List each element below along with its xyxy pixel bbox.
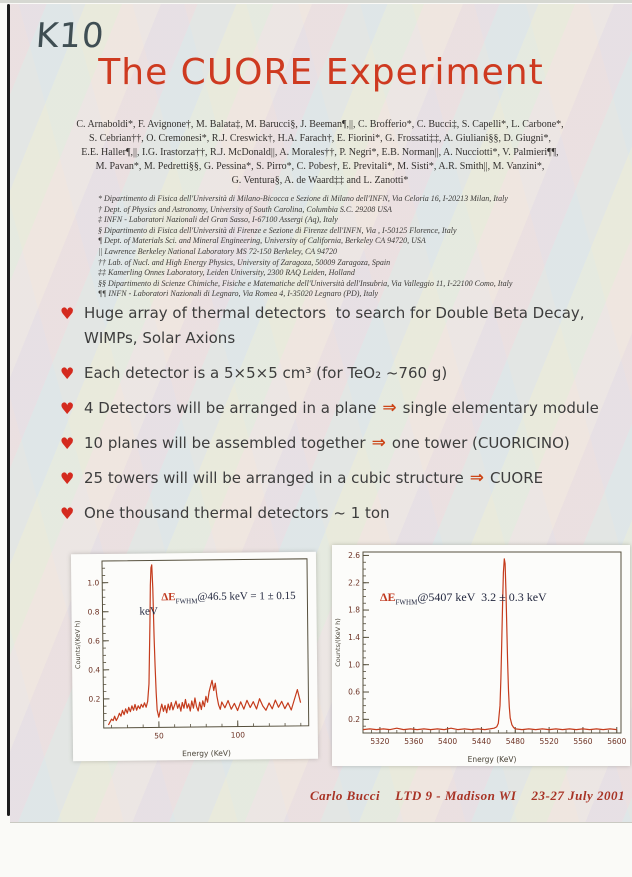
svg-text:0.4: 0.4 [88,665,101,675]
bullet-text: 25 towers will will be arranged in a cubic structure [84,469,464,487]
heart-bullet-icon: ♥ [60,399,75,418]
affiliation-line: ¶ Dept. of Materials Sci. and Mineral Engineering, University of California, Berkeley CA 94720, USA [98,236,426,246]
author-line: E.E. Haller¶,||, I.G. Irastorza††, R.J. McDonald||, A. Morales††, P. Negri*, E.B. Norman||, A. Nucciotti*, V. Palmieri¶¶, [81,147,559,158]
bullet-item [60,396,620,421]
heart-bullet-icon: ♥ [60,364,75,383]
heart-bullet-icon: ♥ [60,504,75,523]
annotation-value: @5407 keV 3.2 ± 0.3 keV [417,590,547,604]
scan-top-strip [0,0,632,3]
author-line: G. Ventura§, A. de Waard‡‡ and L. Zanotti* [231,175,409,186]
svg-text:5400: 5400 [438,737,458,746]
svg-text:1.4: 1.4 [348,632,360,642]
fwhm-subscript: FWHM [175,597,198,606]
svg-text:5600: 5600 [607,737,627,746]
affiliation-line: †† Lab. of Nucl. and High Energy Physics, University of Zaragoza, 50009 Zaragoza, Spain [98,257,391,267]
author-list [20,118,620,188]
slide-code: K10 [34,16,106,56]
affiliation-line: § Dipartimento di Fisica dell'Università di Firenze e Sezione di Firenze dell'INFN, Via , I-50125 Florence, Italy [98,225,457,235]
slide-background [10,4,632,823]
bullet-result: CUORE [489,469,544,487]
svg-text:2.2: 2.2 [348,578,360,588]
alpha-peak-spectrum-chart [332,545,630,766]
affiliation-line: || Lawrence Berkeley National Laboratory MS 72-150 Berkeley, CA 94720 [98,246,338,256]
fwhm-annotation [139,578,317,630]
implies-arrow-icon: ⇒ [382,398,397,418]
svg-text:0.6: 0.6 [348,687,360,697]
affiliation-list [98,194,618,300]
bullet-list [60,301,620,536]
bullet-item [60,301,620,351]
heart-bullet-icon: ♥ [60,434,75,453]
bullet-item [60,466,620,491]
svg-text:50: 50 [154,731,164,741]
author-line: S. Cebrian††, O. Cremonesi*, R.J. Creswick†, H.A. Farach†, E. Fiorini*, G. Frossati‡‡, A. Giuliani§§, D. Giugni*, [89,133,551,144]
implies-arrow-icon: ⇒ [371,433,386,453]
affiliation-line: † Dept. of Physics and Astronomy, University of South Carolina, Columbia S.C. 29208 USA [98,204,392,214]
footer-date: 23-27 July 2001 [531,788,625,803]
affiliation-line: ¶¶ INFN - Laboratori Nazionali di Legnaro, Via Romea 4, I-35020 Legnaro (PD), Italy [98,289,379,299]
bullet-text: 4 Detectors will be arranged in a plane [84,399,377,417]
heart-bullet-icon: ♥ [60,469,75,488]
svg-text:1.0: 1.0 [87,578,100,588]
heart-bullet-icon: ♥ [60,304,75,323]
author-line: M. Pavan*, M. Pedretti§§, G. Pessina*, S. Pirro*, C. Pobes†, E. Previtali*, M. Sisti*, A.R. Smith||, M. Vanzini*, [95,161,545,172]
svg-text:5480: 5480 [505,737,525,746]
delta-e-label: ΔE [380,590,396,604]
bullet-text: 10 planes will be assembled together [84,434,366,452]
fwhm-subscript: FWHM [395,598,418,607]
svg-text:100: 100 [230,730,246,740]
fwhm-annotation [356,575,547,621]
affiliation-line: ‡ INFN - Laboratori Nazionali del Gran Sasso, I-67100 Assergi (Aq), Italy [98,215,338,225]
slide-footer [310,788,625,804]
svg-text:0.8: 0.8 [87,607,100,617]
svg-text:5360: 5360 [404,737,424,746]
svg-text:2.6: 2.6 [348,551,360,561]
svg-text:1.0: 1.0 [348,660,360,670]
svg-text:5320: 5320 [370,737,390,746]
svg-text:Counts/(KeV h): Counts/(KeV h) [73,620,83,670]
bullet-item [60,361,620,386]
footer-author: Carlo Bucci [310,788,381,803]
svg-text:Counts/(KeV h): Counts/(KeV h) [334,618,342,667]
svg-text:5520: 5520 [539,737,559,746]
svg-text:0.2: 0.2 [88,694,101,704]
svg-text:0.2: 0.2 [348,714,360,724]
svg-text:Energy (KeV): Energy (KeV) [182,748,231,759]
author-line: C. Arnaboldi*, F. Avignone†, M. Balata‡, M. Barucci§, J. Beeman¶,||, C. Brofferio*, C. Bucci‡, S. Capelli*, L. Carbone*, [76,119,564,130]
page-title: The CUORE Experiment [98,52,544,93]
svg-text:5440: 5440 [471,737,491,746]
svg-text:Energy (KeV): Energy (KeV) [467,755,517,764]
affiliation-line: ‡‡ Kamerling Onnes Laboratory, Leiden University, 2300 RAQ Leiden, Holland [98,268,355,278]
affiliation-line: * Dipartimento di Fisica dell'Università di Milano-Bicocca e Sezione di Milano dell'INFN, Via Celoria 16, I-20213 Milan, Italy [98,194,508,203]
footer-conference: LTD 9 - Madison WI [395,788,517,803]
affiliation-line: §§ Dipartimento di Scienze Chimiche, Fisiche e Matematiche dell'Università dell'Insubria, Via Valleggio 11, I-22100 Como, Italy [98,278,513,288]
bullet-result: one tower (CUORICINO) [391,434,570,452]
scan-edge-line [7,4,10,816]
bullet-text: Huge array of thermal detectors to search for Double Beta Decay, WIMPs, Solar Axions [84,304,590,347]
bullet-text: One thousand thermal detectors ~ 1 ton [84,504,390,522]
bullet-text: Each detector is a 5×5×5 cm³ (for TeO₂ ~760 g) [84,364,448,382]
annotation-value: @46.5 keV = 1 ± 0.15 keV [139,589,299,618]
low-energy-spectrum-chart [71,552,318,762]
bullet-item [60,431,620,456]
svg-text:1.8: 1.8 [348,605,360,615]
delta-e-label: ΔE [161,591,176,604]
svg-text:5560: 5560 [573,737,593,746]
bullet-item [60,501,620,526]
implies-arrow-icon: ⇒ [469,468,484,488]
svg-text:0.6: 0.6 [87,636,100,646]
bullet-result: single elementary module [402,399,599,417]
